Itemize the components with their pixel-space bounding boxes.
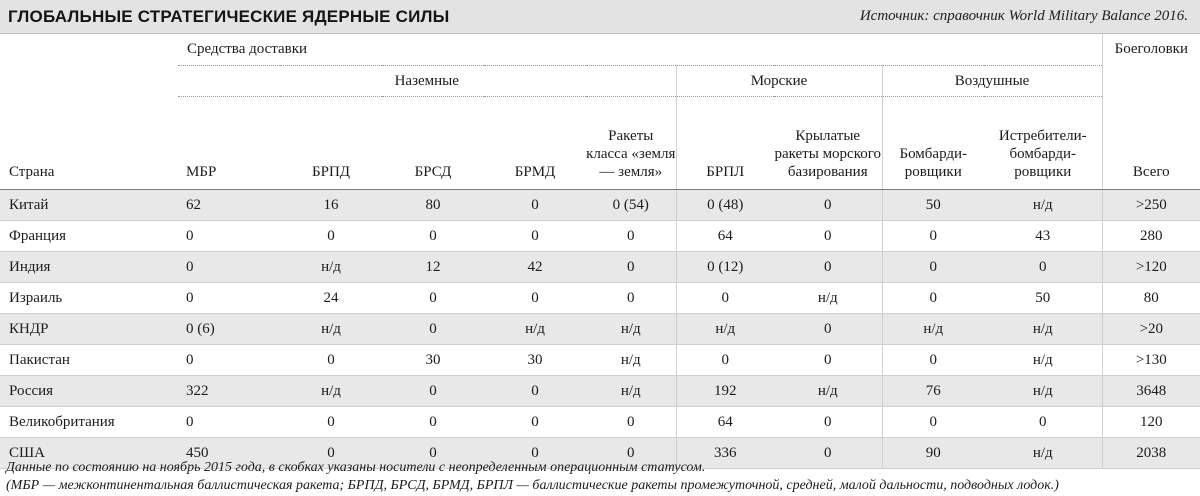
cell-total: 3648	[1102, 376, 1200, 407]
cell-cruise: 0	[774, 438, 882, 469]
cell-slbm: 0 (48)	[676, 190, 774, 221]
cell-ssm: 0	[586, 438, 676, 469]
cell-slbm: 64	[676, 407, 774, 438]
cell-bombers: 0	[882, 221, 984, 252]
footnote-abbreviations: (МБР — межконтинентальная баллистическая ракета; БРПД, БРСД, БРМД, БРПЛ — баллистические ракеты промежуточной, средней, малой дальности, подводных лодок.)	[6, 478, 1059, 493]
cell-srbm: 0	[484, 438, 586, 469]
cell-irbm: 16	[280, 190, 382, 221]
cell-srbm: 0	[484, 190, 586, 221]
cell-icbm: 322	[178, 376, 280, 407]
table-body	[0, 190, 1200, 469]
cell-bombers: 50	[882, 190, 984, 221]
cell-total: 2038	[1102, 438, 1200, 469]
cell-cruise: 0	[774, 345, 882, 376]
header-cruise: Крылатые ракеты морского базирования	[774, 97, 882, 190]
cell-slbm: н/д	[676, 314, 774, 345]
cell-irbm: 0	[280, 438, 382, 469]
header-mrbm: БРСД	[382, 97, 484, 190]
cell-country: США	[0, 438, 178, 469]
cell-fighters: 0	[984, 252, 1102, 283]
cell-mrbm: 0	[382, 283, 484, 314]
cell-fighters: н/д	[984, 345, 1102, 376]
cell-slbm: 0 (12)	[676, 252, 774, 283]
cell-irbm: 0	[280, 221, 382, 252]
cell-mrbm: 0	[382, 407, 484, 438]
cell-srbm: 0	[484, 221, 586, 252]
cell-country: КНДР	[0, 314, 178, 345]
cell-icbm: 0	[178, 407, 280, 438]
cell-total: 120	[1102, 407, 1200, 438]
cell-mrbm: 0	[382, 221, 484, 252]
table-row	[0, 221, 1200, 252]
cell-fighters: 0	[984, 407, 1102, 438]
cell-total: 80	[1102, 283, 1200, 314]
cell-cruise: 0	[774, 190, 882, 221]
cell-ssm: н/д	[586, 314, 676, 345]
cell-slbm: 192	[676, 376, 774, 407]
cell-slbm: 0	[676, 345, 774, 376]
table-row	[0, 252, 1200, 283]
cell-country: Индия	[0, 252, 178, 283]
cell-icbm: 450	[178, 438, 280, 469]
cell-country: Пакистан	[0, 345, 178, 376]
cell-srbm: 42	[484, 252, 586, 283]
cell-fighters: 43	[984, 221, 1102, 252]
source-note: Источник: справочник World Military Balance 2016.	[859, 8, 1188, 24]
header-srbm: БРМД	[484, 97, 586, 190]
cell-cruise: н/д	[774, 283, 882, 314]
header-irbm: БРПД	[280, 97, 382, 190]
cell-cruise: 0	[774, 252, 882, 283]
cell-icbm: 0	[178, 345, 280, 376]
cell-cruise: 0	[774, 314, 882, 345]
table-row	[0, 376, 1200, 407]
cell-slbm: 64	[676, 221, 774, 252]
cell-bombers: 90	[882, 438, 984, 469]
cell-icbm: 0	[178, 283, 280, 314]
cell-slbm: 336	[676, 438, 774, 469]
header-ground: Наземные	[178, 66, 676, 97]
cell-ssm: н/д	[586, 376, 676, 407]
header-country: Страна	[0, 97, 178, 190]
cell-slbm: 0	[676, 283, 774, 314]
cell-mrbm: 80	[382, 190, 484, 221]
cell-total: >20	[1102, 314, 1200, 345]
cell-srbm: 0	[484, 407, 586, 438]
cell-cruise: 0	[774, 407, 882, 438]
header-delivery: Средства доставки	[178, 34, 1102, 66]
table-title: ГЛОБАЛЬНЫЕ СТРАТЕГИЧЕСКИЕ ЯДЕРНЫЕ СИЛЫ	[8, 7, 450, 26]
cell-srbm: 30	[484, 345, 586, 376]
cell-ssm: 0	[586, 221, 676, 252]
header-sea: Морские	[676, 66, 882, 97]
cell-irbm: н/д	[280, 252, 382, 283]
cell-total: >130	[1102, 345, 1200, 376]
header-total: Всего	[1102, 97, 1200, 190]
cell-icbm: 0	[178, 252, 280, 283]
table-row	[0, 407, 1200, 438]
header-icbm: МБР	[178, 97, 280, 190]
cell-fighters: н/д	[984, 314, 1102, 345]
cell-srbm: 0	[484, 283, 586, 314]
cell-irbm: 0	[280, 407, 382, 438]
cell-bombers: 76	[882, 376, 984, 407]
cell-country: Израиль	[0, 283, 178, 314]
cell-bombers: 0	[882, 283, 984, 314]
table-row	[0, 283, 1200, 314]
header-ssm: Ракеты класса «земля— земля»	[586, 97, 676, 190]
cell-bombers: н/д	[882, 314, 984, 345]
cell-irbm: н/д	[280, 376, 382, 407]
cell-country: Франция	[0, 221, 178, 252]
cell-total: >250	[1102, 190, 1200, 221]
cell-srbm: н/д	[484, 314, 586, 345]
header-fighters: Истребители-бомбарди-ровщики	[984, 97, 1102, 190]
cell-ssm: 0	[586, 252, 676, 283]
cell-total: >120	[1102, 252, 1200, 283]
cell-bombers: 0	[882, 252, 984, 283]
cell-fighters: н/д	[984, 190, 1102, 221]
cell-fighters: н/д	[984, 376, 1102, 407]
cell-ssm: н/д	[586, 345, 676, 376]
cell-srbm: 0	[484, 376, 586, 407]
cell-country: Россия	[0, 376, 178, 407]
cell-country: Китай	[0, 190, 178, 221]
cell-mrbm: 12	[382, 252, 484, 283]
header-slbm: БРПЛ	[676, 97, 774, 190]
header-bombers: Бомбарди-ровщики	[882, 97, 984, 190]
cell-icbm: 62	[178, 190, 280, 221]
cell-fighters: 50	[984, 283, 1102, 314]
cell-fighters: н/д	[984, 438, 1102, 469]
table-row	[0, 345, 1200, 376]
cell-bombers: 0	[882, 407, 984, 438]
cell-cruise: н/д	[774, 376, 882, 407]
title-bar	[0, 0, 1200, 34]
cell-ssm: 0	[586, 407, 676, 438]
cell-irbm: 0	[280, 345, 382, 376]
cell-mrbm: 30	[382, 345, 484, 376]
cell-cruise: 0	[774, 221, 882, 252]
header-air: Воздушные	[882, 66, 1102, 97]
cell-ssm: 0 (54)	[586, 190, 676, 221]
header-warheads: Боеголовки	[1102, 34, 1200, 66]
cell-icbm: 0 (6)	[178, 314, 280, 345]
table-row	[0, 190, 1200, 221]
table-row	[0, 314, 1200, 345]
footnote-status: Данные по состоянию на ноябрь 2015 года, в скобках указаны носители с неопределенным операционным статусом.	[6, 460, 706, 475]
cell-irbm: 24	[280, 283, 382, 314]
cell-total: 280	[1102, 221, 1200, 252]
cell-icbm: 0	[178, 221, 280, 252]
cell-country: Великобритания	[0, 407, 178, 438]
cell-mrbm: 0	[382, 438, 484, 469]
cell-mrbm: 0	[382, 376, 484, 407]
cell-mrbm: 0	[382, 314, 484, 345]
cell-bombers: 0	[882, 345, 984, 376]
cell-ssm: 0	[586, 283, 676, 314]
nuclear-forces-table	[0, 34, 1200, 469]
cell-irbm: н/д	[280, 314, 382, 345]
